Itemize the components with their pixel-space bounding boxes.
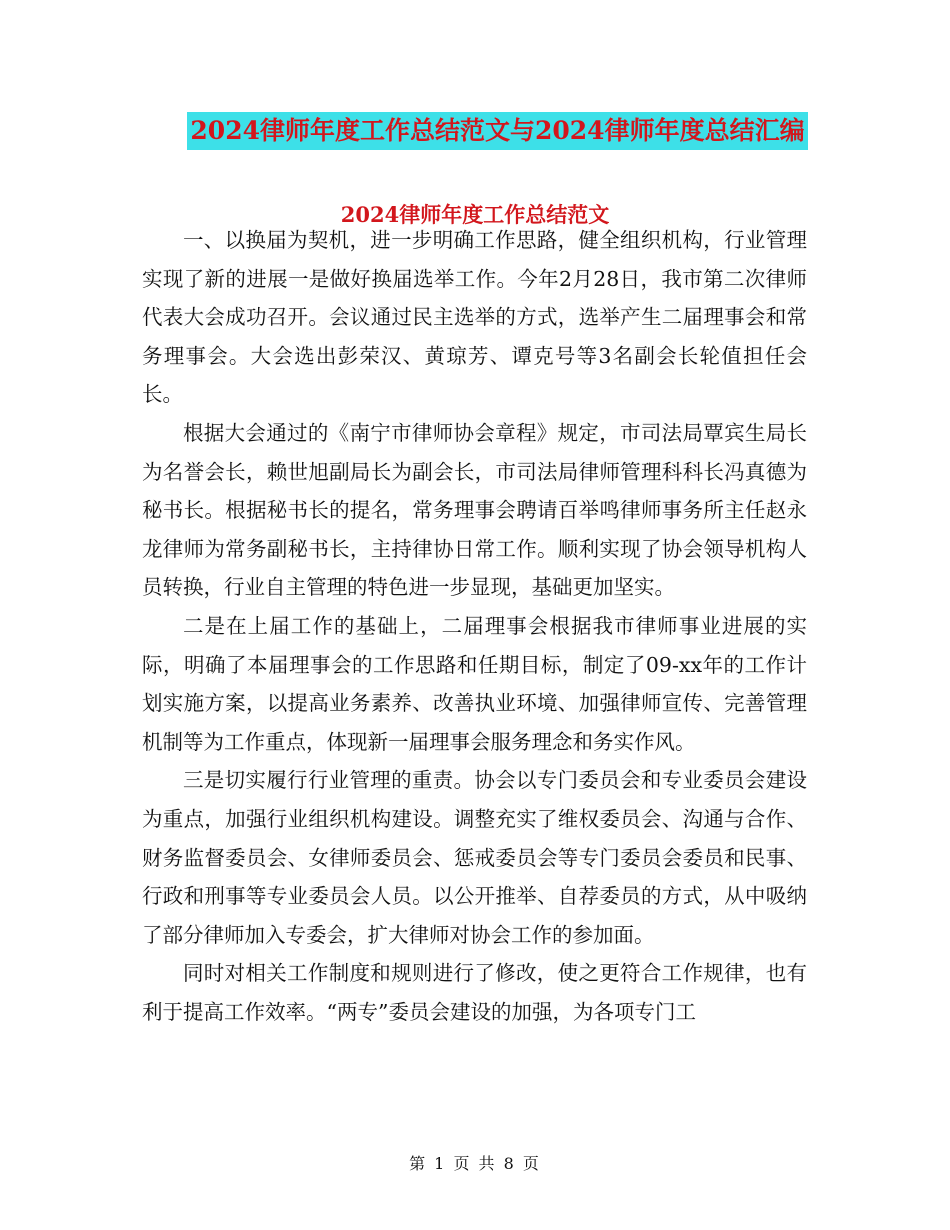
- body-text: [142, 221, 807, 1031]
- section-title: 2024律师年度工作总结范文: [340, 202, 610, 227]
- page-footer: 第 1 页 共 8 页: [409, 1154, 541, 1173]
- paragraph-3: 二是在上届工作的基础上，二届理事会根据我市律师事业进展的实际，明确了本届理事会的工作思路和任期目标，制定了09-xx年的工作计划实施方案，以提高业务素养、改善执业环境、加强律师宣传、完善管理机制等为工作重点，体现新一届理事会服务理念和务实作风。: [142, 613, 807, 754]
- paragraph-4: 三是切实履行行业管理的重责。协会以专门委员会和专业委员会建设为重点，加强行业组织机构建设。调整充实了维权委员会、沟通与合作、财务监督委员会、女律师委员会、惩戒委员会等专门委员会委员和民事、行政和刑事等专业委员会人员。以公开推举、自荐委员的方式，从中吸纳了部分律师加入专委会，扩大律师对协会工作的参加面。: [142, 768, 807, 947]
- paragraph-5: 同时对相关工作制度和规则进行了修改，使之更符合工作规律，也有利于提高工作效率。“两专”委员会建设的加强，为各项专门工: [142, 961, 807, 1024]
- paragraph-1: 一、以换届为契机，进一步明确工作思路，健全组织机构，行业管理实现了新的进展一是做好换届选举工作。今年2月28日，我市第二次律师代表大会成功召开。会议通过民主选举的方式，选举产生二届理事会和常务理事会。大会选出彭荣汉、黄琼芳、谭克号等3名副会长轮值担任会长。: [142, 228, 807, 407]
- main-title: 2024律师年度工作总结范文与2024律师年度总结汇编: [187, 112, 807, 150]
- paragraph-2: 根据大会通过的《南宁市律师协会章程》规定，市司法局覃宾生局长为名誉会长，赖世旭副局长为副会长，市司法局律师管理科科长冯真德为秘书长。根据秘书长的提名，常务理事会聘请百举鸣律师事务所主任赵永龙律师为常务副秘书长，主持律协日常工作。顺利实现了协会领导机构人员转换，行业自主管理的特色进一步显现，基础更加坚实。: [142, 420, 807, 600]
- main-title-wrapper: [0, 112, 950, 150]
